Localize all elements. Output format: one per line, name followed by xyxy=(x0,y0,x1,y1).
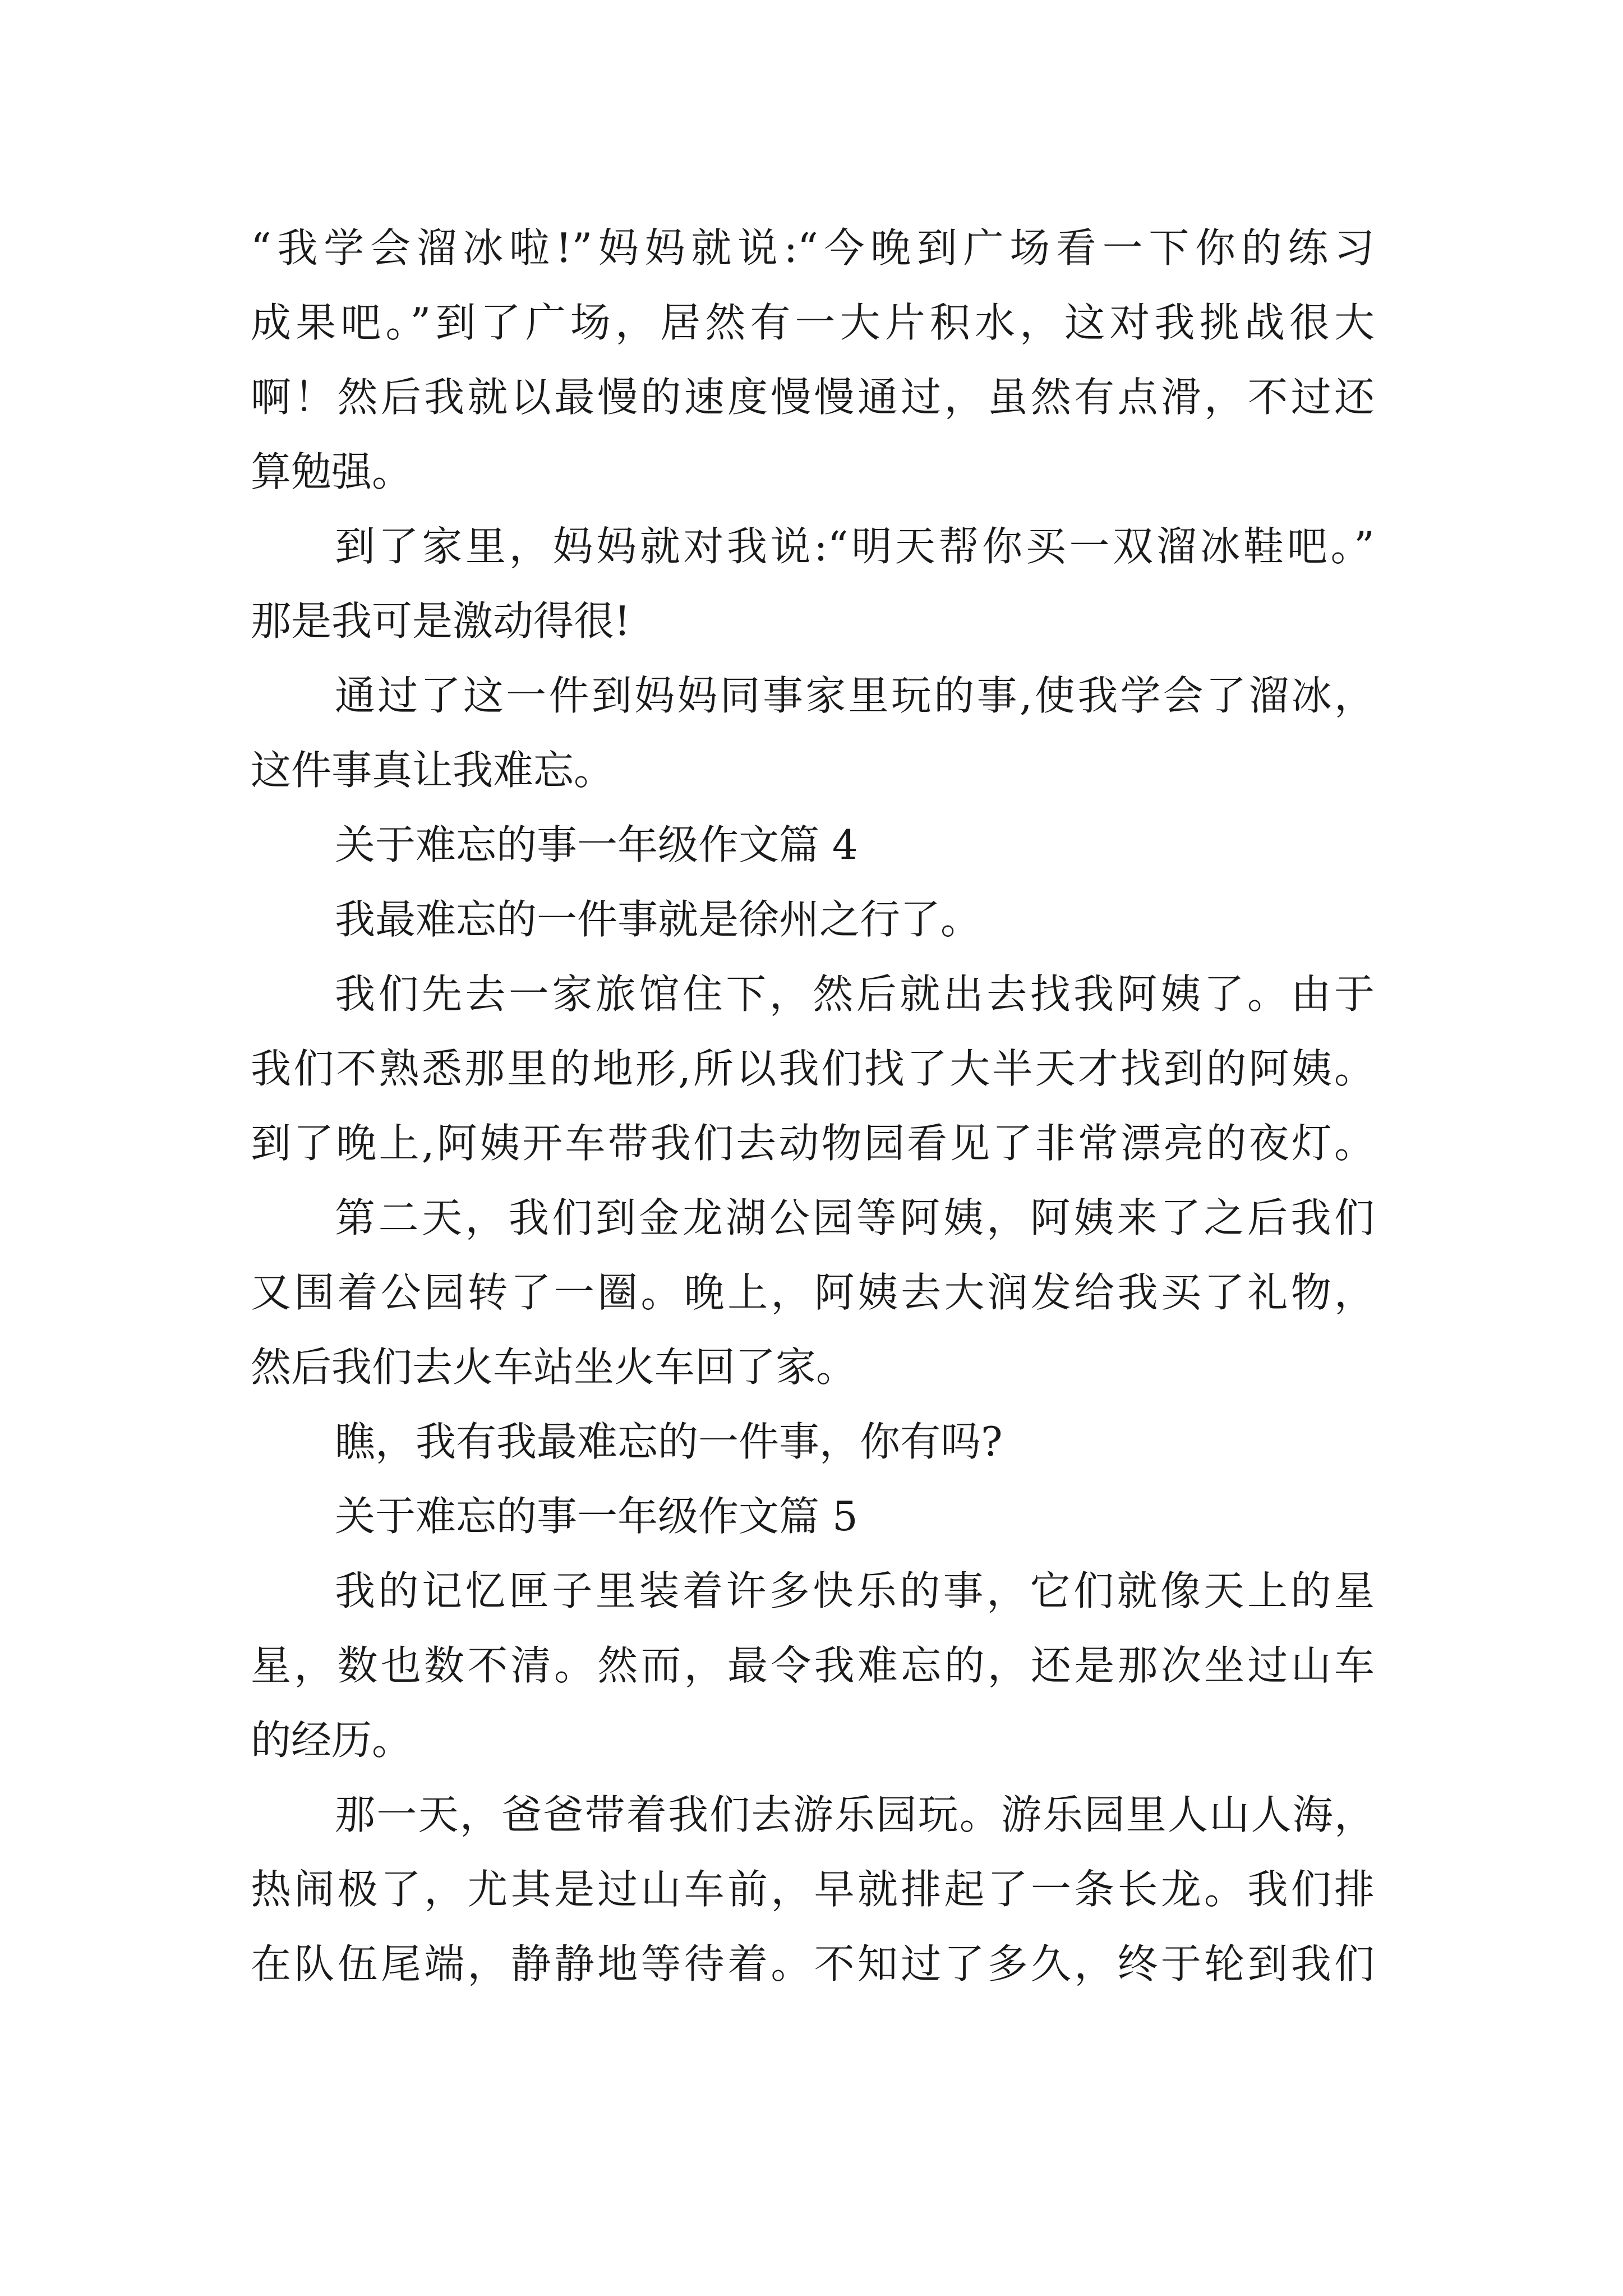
text-line: 到了家里，妈妈就对我说:“明天帮你买一双溜冰鞋吧。” xyxy=(335,523,1375,570)
text-line: 星，数也数不清。然而，最令我难忘的，还是那次坐过山车 xyxy=(251,1642,1375,1689)
section-heading: 关于难忘的事一年级作文篇 5 xyxy=(335,1493,858,1540)
text-line: 又围着公园转了一圈。晚上，阿姨去大润发给我买了礼物， xyxy=(251,1269,1375,1316)
text-line: 然后我们去火车站坐火车回了家。 xyxy=(251,1343,857,1391)
text-line: 算勉强。 xyxy=(251,448,413,495)
text-line: 我最难忘的一件事就是徐州之行了。 xyxy=(335,896,981,943)
text-line: 热闹极了，尤其是过山车前，早就排起了一条长龙。我们排 xyxy=(251,1866,1375,1913)
text-line: 成果吧。”到了广场，居然有一大片积水，这对我挑战很大 xyxy=(251,299,1375,346)
text-line: 我们先去一家旅馆住下，然后就出去找我阿姨了。由于 xyxy=(335,970,1375,1018)
text-line: 我们不熟悉那里的地形,所以我们找了大半天才找到的阿姨。 xyxy=(251,1045,1375,1092)
text-line: 的经历。 xyxy=(251,1717,413,1764)
text-line: “我学会溜冰啦!”妈妈就说:“今晚到广场看一下你的练习 xyxy=(251,224,1375,272)
text-line: 啊！然后我就以最慢的速度慢慢通过，虽然有点滑，不过还 xyxy=(251,374,1375,421)
section-heading: 关于难忘的事一年级作文篇 4 xyxy=(335,821,858,868)
text-line: 瞧，我有我最难忘的一件事，你有吗? xyxy=(335,1418,1003,1465)
text-line: 第二天，我们到金龙湖公园等阿姨，阿姨来了之后我们 xyxy=(335,1194,1375,1241)
text-line: 我的记忆匣子里装着许多快乐的事，它们就像天上的星 xyxy=(335,1567,1375,1614)
text-line: 到了晚上,阿姨开车带我们去动物园看见了非常漂亮的夜灯。 xyxy=(251,1120,1375,1167)
text-line: 这件事真让我难忘。 xyxy=(251,747,615,794)
text-line: 那一天，爸爸带着我们去游乐园玩。游乐园里人山人海， xyxy=(335,1791,1375,1838)
text-line: 在队伍尾端，静静地等待着。不知过了多久，终于轮到我们 xyxy=(251,1940,1375,1987)
text-line: 那是我可是激动得很! xyxy=(251,597,630,645)
text-line: 通过了这一件到妈妈同事家里玩的事,使我学会了溜冰， xyxy=(335,672,1375,719)
